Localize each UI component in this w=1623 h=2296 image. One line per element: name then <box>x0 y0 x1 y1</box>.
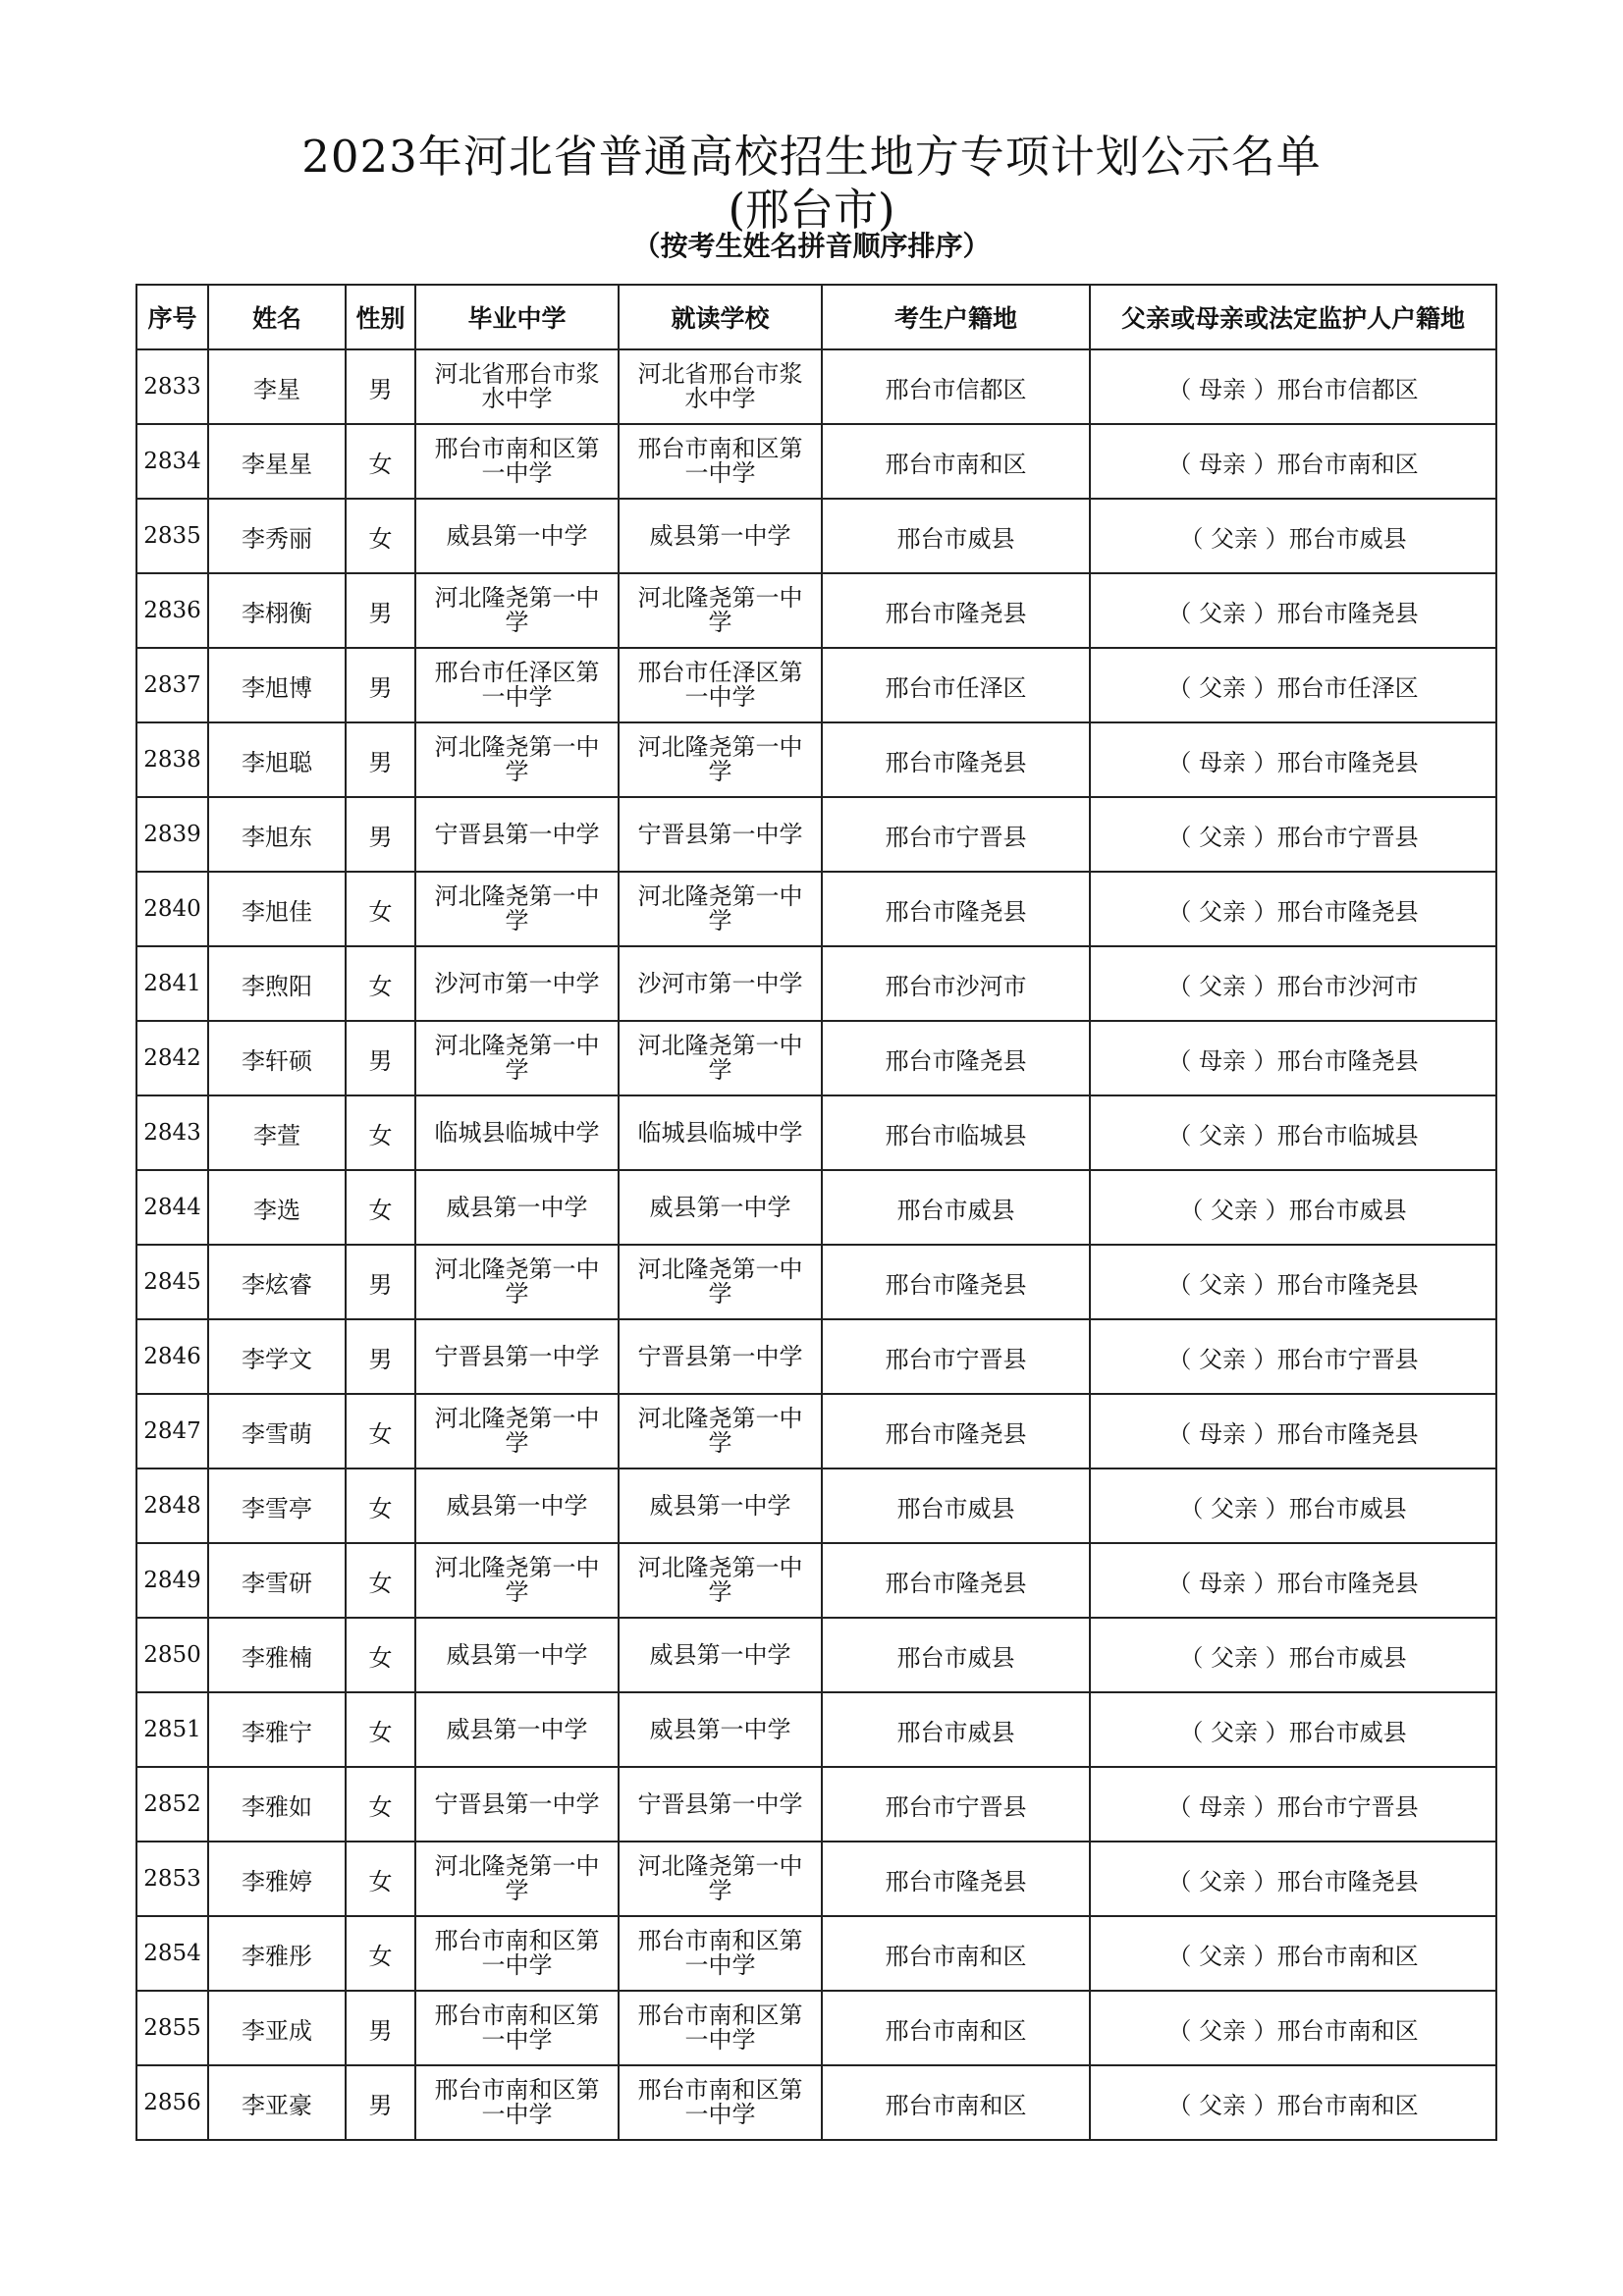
cell-name: 李萱 <box>208 1095 346 1170</box>
cell-guardian: （ 父亲 ）邢台市隆尧县 <box>1090 1245 1496 1319</box>
cell-household: 邢台市沙河市 <box>822 946 1090 1021</box>
cell-household: 邢台市临城县 <box>822 1095 1090 1170</box>
cell-name: 李旭佳 <box>208 872 346 946</box>
cell-gender: 女 <box>346 1468 415 1543</box>
cell-grad-school <box>415 349 619 424</box>
cell-gender: 女 <box>346 1618 415 1692</box>
cell-seq: 2840 <box>136 872 208 946</box>
cell-current-school-text: 邢台市南和区第一中学 <box>637 2075 803 2128</box>
cell-name: 李雪亭 <box>208 1468 346 1543</box>
cell-current-school-text: 宁晋县第一中学 <box>637 821 803 848</box>
cell-current-school-text: 河北隆尧第一中学 <box>637 583 803 636</box>
cell-guardian: （ 母亲 ）邢台市隆尧县 <box>1090 722 1496 797</box>
cell-current-school-text: 河北隆尧第一中学 <box>637 881 803 934</box>
cell-current-school <box>619 797 822 872</box>
cell-seq: 2834 <box>136 424 208 499</box>
cell-name: 李亚豪 <box>208 2065 346 2140</box>
table-row <box>136 1170 1496 1245</box>
header-grad-school: 毕业中学 <box>415 285 619 349</box>
cell-current-school-text: 威县第一中学 <box>649 1492 791 1520</box>
cell-seq: 2838 <box>136 722 208 797</box>
header-seq: 序号 <box>136 285 208 349</box>
cell-household: 邢台市南和区 <box>822 1916 1090 1991</box>
cell-seq: 2856 <box>136 2065 208 2140</box>
cell-name: 李亚成 <box>208 1991 346 2065</box>
cell-gender: 女 <box>346 1543 415 1618</box>
cell-grad-school <box>415 722 619 797</box>
cell-grad-school <box>415 872 619 946</box>
cell-household: 邢台市隆尧县 <box>822 1842 1090 1916</box>
cell-household: 邢台市隆尧县 <box>822 722 1090 797</box>
cell-current-school <box>619 1842 822 1916</box>
cell-household: 邢台市宁晋县 <box>822 1319 1090 1394</box>
cell-name: 李轩硕 <box>208 1021 346 1095</box>
table-row <box>136 1618 1496 1692</box>
cell-household: 邢台市任泽区 <box>822 648 1090 722</box>
cell-current-school <box>619 1170 822 1245</box>
cell-name: 李雅婷 <box>208 1842 346 1916</box>
sort-note: （按考生姓名拼音顺序排序） <box>632 230 991 262</box>
cell-household: 邢台市南和区 <box>822 424 1090 499</box>
cell-current-school <box>619 1543 822 1618</box>
cell-grad-school <box>415 1170 619 1245</box>
cell-grad-school <box>415 648 619 722</box>
cell-grad-school-text: 河北隆尧第一中学 <box>434 1851 600 1904</box>
cell-seq: 2839 <box>136 797 208 872</box>
table-row <box>136 1319 1496 1394</box>
cell-grad-school <box>415 797 619 872</box>
cell-household: 邢台市隆尧县 <box>822 1394 1090 1468</box>
cell-gender: 女 <box>346 424 415 499</box>
cell-gender: 女 <box>346 1095 415 1170</box>
cell-seq: 2844 <box>136 1170 208 1245</box>
cell-household: 邢台市威县 <box>822 1468 1090 1543</box>
cell-guardian: （ 母亲 ）邢台市信都区 <box>1090 349 1496 424</box>
header-row <box>136 285 1496 349</box>
cell-seq: 2854 <box>136 1916 208 1991</box>
cell-grad-school-text: 邢台市南和区第一中学 <box>434 1926 600 1979</box>
cell-guardian: （ 父亲 ）邢台市南和区 <box>1090 2065 1496 2140</box>
city-subtitle: (邢台市) <box>728 184 895 236</box>
cell-current-school-text: 威县第一中学 <box>649 1194 791 1221</box>
cell-household: 邢台市隆尧县 <box>822 872 1090 946</box>
cell-guardian: （ 父亲 ）邢台市威县 <box>1090 499 1496 573</box>
cell-seq: 2855 <box>136 1991 208 2065</box>
header-current-school: 就读学校 <box>619 285 822 349</box>
cell-gender: 女 <box>346 946 415 1021</box>
cell-grad-school <box>415 1245 619 1319</box>
table-row <box>136 797 1496 872</box>
table-row <box>136 424 1496 499</box>
cell-household: 邢台市威县 <box>822 1692 1090 1767</box>
cell-current-school <box>619 1394 822 1468</box>
cell-current-school-text: 河北隆尧第一中学 <box>637 1851 803 1904</box>
cell-name: 李雅彤 <box>208 1916 346 1991</box>
cell-seq: 2835 <box>136 499 208 573</box>
cell-current-school <box>619 349 822 424</box>
table-row <box>136 349 1496 424</box>
cell-seq: 2849 <box>136 1543 208 1618</box>
table-row <box>136 1842 1496 1916</box>
cell-gender: 女 <box>346 1394 415 1468</box>
cell-grad-school <box>415 1842 619 1916</box>
cell-current-school <box>619 648 822 722</box>
cell-grad-school <box>415 946 619 1021</box>
cell-gender: 女 <box>346 1767 415 1842</box>
cell-seq: 2851 <box>136 1692 208 1767</box>
cell-current-school-text: 临城县临城中学 <box>637 1119 803 1147</box>
cell-gender: 男 <box>346 1021 415 1095</box>
cell-grad-school-text: 河北隆尧第一中学 <box>434 881 600 934</box>
table-row <box>136 573 1496 648</box>
cell-name: 李炫睿 <box>208 1245 346 1319</box>
cell-household: 邢台市隆尧县 <box>822 1245 1090 1319</box>
cell-current-school <box>619 499 822 573</box>
cell-guardian: （ 父亲 ）邢台市沙河市 <box>1090 946 1496 1021</box>
cell-seq: 2843 <box>136 1095 208 1170</box>
table-row <box>136 1991 1496 2065</box>
cell-seq: 2853 <box>136 1842 208 1916</box>
cell-grad-school <box>415 573 619 648</box>
cell-name: 李星星 <box>208 424 346 499</box>
cell-grad-school <box>415 1543 619 1618</box>
cell-grad-school-text: 河北隆尧第一中学 <box>434 1031 600 1084</box>
cell-name: 李雪萌 <box>208 1394 346 1468</box>
cell-grad-school-text: 河北隆尧第一中学 <box>434 1404 600 1457</box>
cell-current-school-text: 邢台市任泽区第一中学 <box>637 658 803 711</box>
cell-seq: 2842 <box>136 1021 208 1095</box>
cell-current-school-text: 威县第一中学 <box>649 1716 791 1743</box>
cell-name: 李秀丽 <box>208 499 346 573</box>
cell-household: 邢台市信都区 <box>822 349 1090 424</box>
cell-seq: 2852 <box>136 1767 208 1842</box>
cell-grad-school <box>415 1916 619 1991</box>
table-row <box>136 872 1496 946</box>
cell-grad-school-text: 河北隆尧第一中学 <box>434 1255 600 1308</box>
cell-gender: 女 <box>346 1692 415 1767</box>
table-row <box>136 1394 1496 1468</box>
cell-gender: 男 <box>346 2065 415 2140</box>
cell-current-school-text: 河北省邢台市浆水中学 <box>637 359 803 412</box>
cell-current-school-text: 河北隆尧第一中学 <box>637 1255 803 1308</box>
cell-name: 李星 <box>208 349 346 424</box>
cell-seq: 2847 <box>136 1394 208 1468</box>
cell-grad-school-text: 河北省邢台市浆水中学 <box>434 359 600 412</box>
cell-household: 邢台市宁晋县 <box>822 1767 1090 1842</box>
cell-seq: 2837 <box>136 648 208 722</box>
header-household: 考生户籍地 <box>822 285 1090 349</box>
table-row <box>136 1692 1496 1767</box>
cell-grad-school <box>415 1319 619 1394</box>
cell-name: 李旭聪 <box>208 722 346 797</box>
cell-seq: 2848 <box>136 1468 208 1543</box>
cell-grad-school-text: 邢台市南和区第一中学 <box>434 2075 600 2128</box>
cell-household: 邢台市隆尧县 <box>822 573 1090 648</box>
header-gender: 性别 <box>346 285 415 349</box>
cell-grad-school <box>415 1991 619 2065</box>
cell-grad-school <box>415 1618 619 1692</box>
header-guardian: 父亲或母亲或法定监护人户籍地 <box>1090 285 1496 349</box>
cell-guardian: （ 父亲 ）邢台市任泽区 <box>1090 648 1496 722</box>
table-row <box>136 2065 1496 2140</box>
cell-current-school-text: 邢台市南和区第一中学 <box>637 2001 803 2054</box>
cell-household: 邢台市威县 <box>822 1170 1090 1245</box>
cell-name: 李旭博 <box>208 648 346 722</box>
cell-gender: 男 <box>346 648 415 722</box>
cell-household: 邢台市隆尧县 <box>822 1021 1090 1095</box>
cell-grad-school-text: 威县第一中学 <box>446 1492 588 1520</box>
cell-guardian: （ 母亲 ）邢台市宁晋县 <box>1090 1767 1496 1842</box>
cell-current-school <box>619 946 822 1021</box>
cell-household: 邢台市南和区 <box>822 2065 1090 2140</box>
cell-household: 邢台市威县 <box>822 1618 1090 1692</box>
cell-name: 李旭东 <box>208 797 346 872</box>
cell-guardian: （ 父亲 ）邢台市南和区 <box>1090 1916 1496 1991</box>
cell-name: 李雅宁 <box>208 1692 346 1767</box>
cell-household: 邢台市南和区 <box>822 1991 1090 2065</box>
cell-gender: 女 <box>346 1842 415 1916</box>
cell-grad-school-text: 宁晋县第一中学 <box>434 1343 600 1370</box>
cell-grad-school <box>415 1468 619 1543</box>
cell-name: 李雪研 <box>208 1543 346 1618</box>
cell-name: 李煦阳 <box>208 946 346 1021</box>
cell-grad-school-text: 河北隆尧第一中学 <box>434 583 600 636</box>
cell-current-school-text: 宁晋县第一中学 <box>637 1343 803 1370</box>
cell-guardian: （ 父亲 ）邢台市威县 <box>1090 1618 1496 1692</box>
header-name: 姓名 <box>208 285 346 349</box>
table-row <box>136 648 1496 722</box>
cell-seq: 2836 <box>136 573 208 648</box>
cell-name: 李学文 <box>208 1319 346 1394</box>
cell-guardian: （ 父亲 ）邢台市隆尧县 <box>1090 872 1496 946</box>
cell-seq: 2850 <box>136 1618 208 1692</box>
cell-household: 邢台市隆尧县 <box>822 1543 1090 1618</box>
cell-seq: 2846 <box>136 1319 208 1394</box>
cell-current-school-text: 威县第一中学 <box>649 1641 791 1669</box>
cell-grad-school-text: 邢台市南和区第一中学 <box>434 434 600 487</box>
cell-current-school-text: 威县第一中学 <box>649 522 791 550</box>
cell-current-school-text: 邢台市南和区第一中学 <box>637 434 803 487</box>
table-row <box>136 1021 1496 1095</box>
cell-grad-school-text: 威县第一中学 <box>446 522 588 550</box>
cell-current-school <box>619 2065 822 2140</box>
cell-guardian: （ 父亲 ）邢台市威县 <box>1090 1692 1496 1767</box>
cell-seq: 2845 <box>136 1245 208 1319</box>
cell-current-school-text: 河北隆尧第一中学 <box>637 1031 803 1084</box>
cell-grad-school-text: 邢台市任泽区第一中学 <box>434 658 600 711</box>
cell-grad-school <box>415 1692 619 1767</box>
cell-guardian: （ 母亲 ）邢台市隆尧县 <box>1090 1543 1496 1618</box>
cell-guardian: （ 父亲 ）邢台市隆尧县 <box>1090 1842 1496 1916</box>
table-row <box>136 1767 1496 1842</box>
cell-current-school <box>619 1245 822 1319</box>
table-row <box>136 722 1496 797</box>
cell-guardian: （ 母亲 ）邢台市南和区 <box>1090 424 1496 499</box>
cell-gender: 男 <box>346 797 415 872</box>
cell-current-school <box>619 1767 822 1842</box>
cell-gender: 男 <box>346 1245 415 1319</box>
cell-grad-school <box>415 1021 619 1095</box>
cell-name: 李选 <box>208 1170 346 1245</box>
cell-name: 李栩衡 <box>208 573 346 648</box>
cell-grad-school-text: 威县第一中学 <box>446 1716 588 1743</box>
cell-current-school <box>619 1916 822 1991</box>
cell-grad-school <box>415 1394 619 1468</box>
cell-name: 李雅如 <box>208 1767 346 1842</box>
table-row <box>136 946 1496 1021</box>
cell-gender: 男 <box>346 573 415 648</box>
cell-guardian: （ 父亲 ）邢台市南和区 <box>1090 1991 1496 2065</box>
cell-current-school <box>619 872 822 946</box>
cell-current-school-text: 邢台市南和区第一中学 <box>637 1926 803 1979</box>
table-row <box>136 1543 1496 1618</box>
cell-seq: 2841 <box>136 946 208 1021</box>
cell-grad-school-text: 邢台市南和区第一中学 <box>434 2001 600 2054</box>
cell-current-school <box>619 1021 822 1095</box>
cell-household: 邢台市宁晋县 <box>822 797 1090 872</box>
table-row <box>136 1916 1496 1991</box>
table-row <box>136 1095 1496 1170</box>
cell-grad-school-text: 宁晋县第一中学 <box>434 821 600 848</box>
cell-grad-school-text: 临城县临城中学 <box>434 1119 600 1147</box>
cell-grad-school <box>415 1767 619 1842</box>
cell-grad-school-text: 威县第一中学 <box>446 1194 588 1221</box>
cell-name: 李雅楠 <box>208 1618 346 1692</box>
cell-gender: 女 <box>346 1916 415 1991</box>
cell-current-school <box>619 1095 822 1170</box>
cell-current-school-text: 河北隆尧第一中学 <box>637 1553 803 1606</box>
cell-grad-school-text: 宁晋县第一中学 <box>434 1790 600 1818</box>
cell-current-school <box>619 424 822 499</box>
roster-table <box>135 284 1497 2141</box>
cell-gender: 男 <box>346 722 415 797</box>
cell-household: 邢台市威县 <box>822 499 1090 573</box>
cell-gender: 男 <box>346 1991 415 2065</box>
cell-grad-school <box>415 1095 619 1170</box>
cell-guardian: （ 父亲 ）邢台市宁晋县 <box>1090 1319 1496 1394</box>
cell-guardian: （ 母亲 ）邢台市隆尧县 <box>1090 1021 1496 1095</box>
cell-grad-school-text: 威县第一中学 <box>446 1641 588 1669</box>
cell-current-school <box>619 1319 822 1394</box>
cell-current-school-text: 河北隆尧第一中学 <box>637 732 803 785</box>
cell-current-school <box>619 1991 822 2065</box>
cell-current-school <box>619 573 822 648</box>
cell-seq: 2833 <box>136 349 208 424</box>
cell-grad-school <box>415 499 619 573</box>
cell-gender: 女 <box>346 1170 415 1245</box>
cell-current-school-text: 沙河市第一中学 <box>637 970 803 997</box>
cell-gender: 男 <box>346 1319 415 1394</box>
cell-grad-school-text: 沙河市第一中学 <box>434 970 600 997</box>
table-row <box>136 1245 1496 1319</box>
table-row <box>136 1468 1496 1543</box>
cell-current-school <box>619 722 822 797</box>
cell-grad-school <box>415 424 619 499</box>
cell-gender: 男 <box>346 349 415 424</box>
cell-guardian: （ 母亲 ）邢台市隆尧县 <box>1090 1394 1496 1468</box>
page-title: 2023年河北省普通高校招生地方专项计划公示名单 <box>301 131 1322 183</box>
cell-grad-school-text: 河北隆尧第一中学 <box>434 732 600 785</box>
cell-current-school <box>619 1692 822 1767</box>
cell-guardian: （ 父亲 ）邢台市临城县 <box>1090 1095 1496 1170</box>
cell-current-school-text: 河北隆尧第一中学 <box>637 1404 803 1457</box>
cell-current-school <box>619 1468 822 1543</box>
table-row <box>136 499 1496 573</box>
cell-guardian: （ 父亲 ）邢台市威县 <box>1090 1170 1496 1245</box>
cell-gender: 女 <box>346 872 415 946</box>
cell-guardian: （ 父亲 ）邢台市威县 <box>1090 1468 1496 1543</box>
cell-gender: 女 <box>346 499 415 573</box>
cell-grad-school-text: 河北隆尧第一中学 <box>434 1553 600 1606</box>
cell-guardian: （ 父亲 ）邢台市隆尧县 <box>1090 573 1496 648</box>
cell-guardian: （ 父亲 ）邢台市宁晋县 <box>1090 797 1496 872</box>
cell-current-school <box>619 1618 822 1692</box>
cell-current-school-text: 宁晋县第一中学 <box>637 1790 803 1818</box>
cell-grad-school <box>415 2065 619 2140</box>
